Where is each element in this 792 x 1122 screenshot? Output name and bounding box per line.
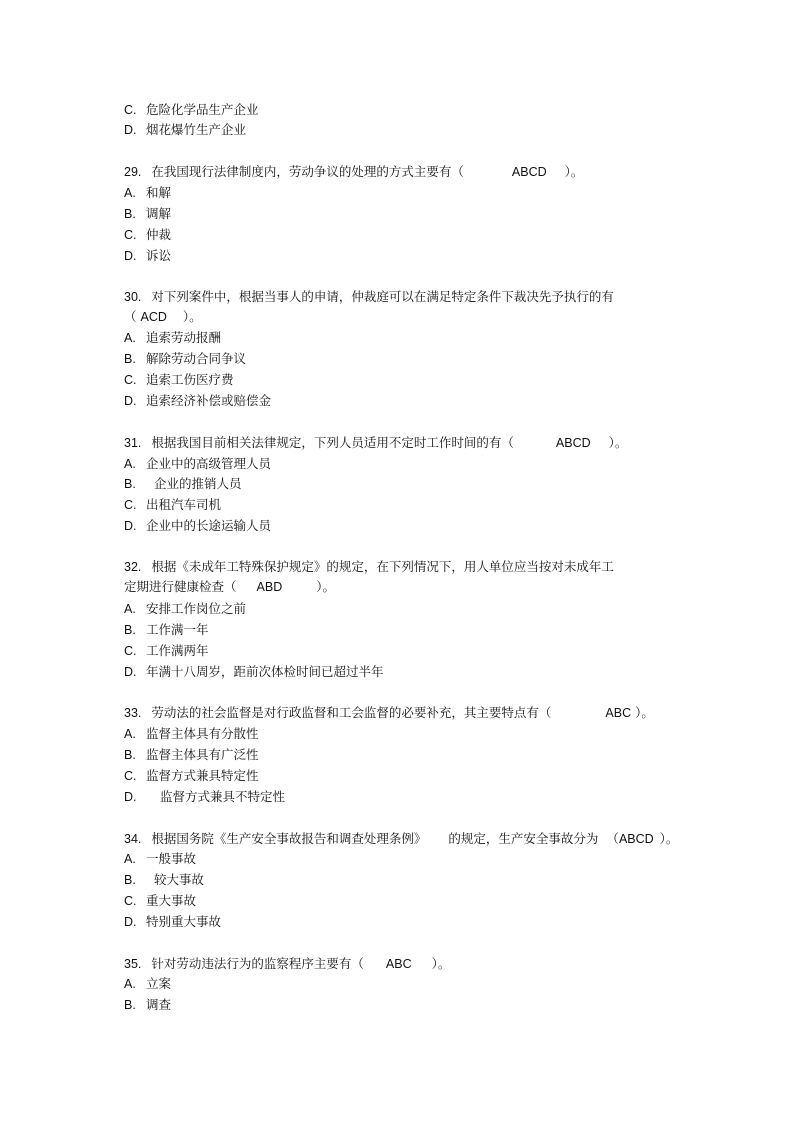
option-letter: D. — [124, 394, 137, 408]
option-a — [124, 726, 259, 742]
option-text: 危险化学品生产企业 — [146, 102, 259, 117]
option-c — [124, 768, 259, 784]
option-letter: C. — [124, 498, 137, 512]
option-letter: C. — [124, 894, 137, 908]
option-text: 安排工作岗位之前 — [146, 601, 247, 616]
question-close: ）。 — [431, 956, 451, 971]
option-c — [124, 102, 259, 118]
answer: ABCD — [618, 832, 654, 846]
option-letter: C. — [124, 373, 137, 387]
option-text: 追索经济补偿或赔偿金 — [146, 393, 272, 408]
question-31 — [124, 435, 627, 451]
option-text: 监督方式兼具不特定性 — [160, 789, 286, 804]
option-d — [124, 664, 384, 680]
option-letter: C. — [124, 769, 137, 783]
option-c — [124, 227, 171, 243]
option-c — [124, 497, 221, 513]
option-text: 监督方式兼具特定性 — [146, 768, 259, 783]
question-number: 30. — [124, 290, 142, 304]
option-text: 工作满一年 — [146, 622, 209, 637]
option-c — [124, 372, 234, 388]
option-letter: B. — [124, 477, 136, 491]
option-d — [124, 914, 221, 930]
option-letter: B. — [124, 207, 136, 221]
question-close: ）。 — [316, 579, 335, 594]
option-text: 出租汽车司机 — [146, 497, 222, 512]
question-close: ）。 — [608, 435, 628, 450]
option-b — [124, 351, 246, 367]
option-letter: B. — [124, 748, 136, 762]
option-text: 一般事故 — [146, 851, 197, 866]
question-number: 34. — [124, 832, 142, 846]
option-b — [124, 206, 171, 222]
question-open: （ — [124, 309, 137, 324]
answer: ABC — [385, 957, 412, 971]
option-letter: C. — [124, 644, 137, 658]
question-text: 根据我国目前相关法律规定，下列人员适用不定时工作时间的有（ — [151, 435, 514, 450]
option-d — [124, 122, 246, 138]
option-text: 诉讼 — [146, 248, 172, 263]
option-b — [124, 476, 242, 492]
question-open: （ — [606, 831, 619, 846]
question-30 — [124, 289, 614, 305]
option-text: 重大事故 — [146, 893, 197, 908]
question-30-answer-line — [124, 309, 202, 325]
option-letter: D. — [124, 123, 137, 137]
question-close: ）。 — [182, 309, 202, 324]
option-a — [124, 976, 171, 992]
question-32 — [124, 559, 614, 575]
option-d — [124, 789, 285, 805]
option-letter: B. — [124, 998, 136, 1012]
option-letter: A. — [124, 186, 136, 200]
option-letter: D. — [124, 519, 137, 533]
answer: ABC — [605, 706, 632, 720]
option-d — [124, 393, 271, 409]
option-text: 仲裁 — [146, 227, 172, 242]
option-b — [124, 622, 209, 638]
answer: ABCD — [511, 165, 547, 179]
option-text: 追索劳动报酬 — [146, 330, 222, 345]
option-text: 工作满两年 — [146, 643, 209, 658]
option-letter: B. — [124, 873, 136, 887]
question-text: 对下列案件中，根据当事人的申请，仲裁庭可以在满足特定条件下裁决先予执行的有 — [151, 289, 614, 304]
option-letter: A. — [124, 727, 136, 741]
question-29 — [124, 164, 583, 180]
option-letter: A. — [124, 977, 136, 991]
option-b — [124, 997, 171, 1013]
option-text: 和解 — [146, 185, 172, 200]
option-letter: D. — [124, 249, 137, 263]
option-c — [124, 893, 196, 909]
question-text: 根据国务院《生产安全事故报告和调查处理条例》 — [151, 831, 427, 846]
option-b — [124, 872, 204, 888]
option-text: 立案 — [146, 976, 172, 991]
option-d — [124, 248, 171, 264]
option-letter: D. — [124, 915, 137, 929]
question-35 — [124, 956, 450, 972]
option-text: 烟花爆竹生产企业 — [146, 122, 247, 137]
question-close: ）。 — [635, 705, 654, 720]
answer: ACD — [140, 310, 167, 324]
option-text: 监督主体具有分散性 — [146, 726, 259, 741]
answer: ABCD — [555, 436, 591, 450]
question-number: 31. — [124, 436, 142, 450]
option-letter: A. — [124, 331, 136, 345]
answer: ABD — [256, 580, 283, 594]
question-text-continued: 定期进行健康检查（ — [124, 579, 237, 594]
option-letter: B. — [124, 352, 136, 366]
option-text: 调解 — [146, 206, 172, 221]
option-text: 年满十八周岁，距前次体检时间已超过半年 — [146, 664, 384, 679]
option-letter: A. — [124, 457, 136, 471]
option-letter: A. — [124, 852, 136, 866]
option-letter: D. — [124, 665, 137, 679]
option-text: 特别重大事故 — [146, 914, 222, 929]
option-text: 解除劳动合同争议 — [146, 351, 247, 366]
option-text: 监督主体具有广泛性 — [146, 747, 259, 762]
option-text: 较大事故 — [154, 872, 205, 887]
question-text: 劳动法的社会监督是对行政监督和工会监督的必要补充，其主要特点有（ — [151, 705, 552, 720]
question-text: 针对劳动违法行为的监察程序主要有（ — [151, 956, 364, 971]
option-letter: D. — [124, 790, 137, 804]
question-close: ）。 — [659, 831, 679, 846]
question-text-b: 的规定，生产安全事故分为 — [448, 831, 599, 846]
option-d — [124, 518, 271, 534]
option-text: 企业的推销人员 — [154, 476, 242, 491]
option-text: 企业中的长途运输人员 — [146, 518, 272, 533]
option-letter: C. — [124, 228, 137, 242]
option-text: 调查 — [146, 997, 172, 1012]
option-letter: B. — [124, 623, 136, 637]
option-b — [124, 747, 259, 763]
option-text: 企业中的高级管理人员 — [146, 456, 272, 471]
question-close: ）。 — [564, 164, 584, 179]
question-number: 32. — [124, 560, 142, 574]
option-a — [124, 185, 171, 201]
question-34 — [124, 831, 678, 847]
option-a — [124, 330, 221, 346]
question-33 — [124, 705, 654, 721]
question-number: 33. — [124, 706, 142, 720]
option-c — [124, 643, 209, 659]
option-a — [124, 601, 246, 617]
option-a — [124, 851, 196, 867]
option-a — [124, 456, 271, 472]
question-number: 35. — [124, 957, 142, 971]
option-letter: A. — [124, 602, 136, 616]
question-text: 在我国现行法律制度内，劳动争议的处理的方式主要有（ — [151, 164, 464, 179]
option-letter: C. — [124, 103, 137, 117]
question-text: 根据《未成年工特殊保护规定》的规定，在下列情况下，用人单位应当按对未成年工 — [151, 559, 614, 574]
question-32-continued — [124, 579, 335, 595]
question-number: 29. — [124, 165, 142, 179]
option-text: 追索工伤医疗费 — [146, 372, 234, 387]
